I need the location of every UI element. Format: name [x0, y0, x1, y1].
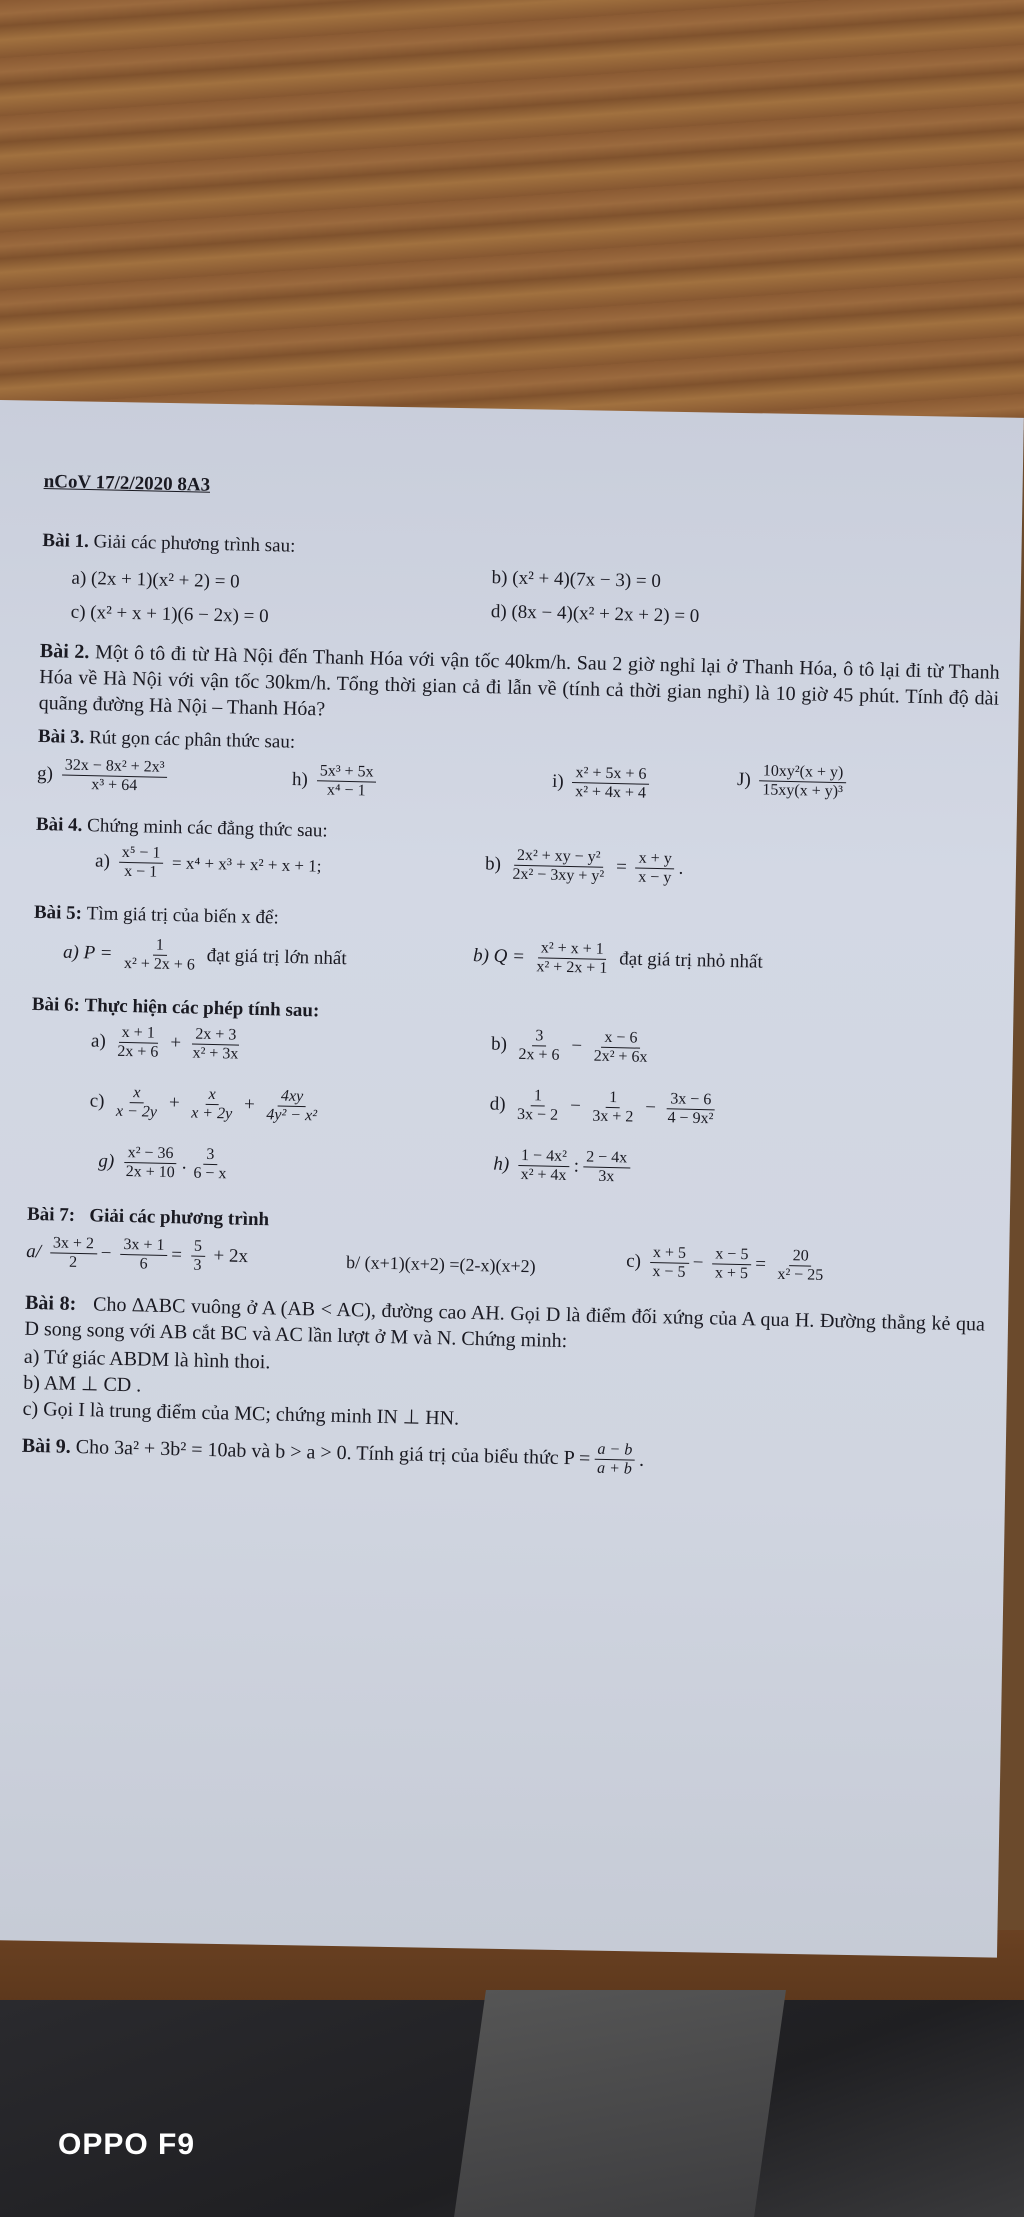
bai-6-a-label: a) [90, 1030, 107, 1052]
bai-5-a-tail: đạt giá trị lớn nhất [206, 944, 347, 969]
bai-6-a-f1d: 2x + 6 [117, 1042, 159, 1061]
bai-4-a-num: x⁵ − 1 [119, 844, 164, 864]
bai-7-c-f1d: x − 5 [652, 1263, 686, 1281]
bai-5-a-den: x² + 2x + 6 [123, 955, 196, 974]
bai-6-h-f1d: x² + 4x [520, 1166, 567, 1185]
bai-6-h-f1n: 1 − 4x² [518, 1147, 570, 1168]
bai-6-g [98, 1143, 234, 1184]
bai-9: Bài 9. Cho 3a² + 3b² = 10ab và b > a > 0. Tính giá trị của biểu thức P = $\frac{a - b}{a + b}$ . [21, 1434, 645, 1478]
bai-7-a: a/ $\frac{3x + 2}{2}$ − $\frac{3x + 1}{6}$ = $\frac{5}{3}$ + 2x [26, 1234, 249, 1274]
wooden-table-top [0, 0, 1024, 430]
bai-3-j-num: 10xy²(x + y) [760, 762, 847, 783]
bai-7-a-f1n: 3x + 2 [50, 1234, 97, 1254]
bai-5-a-num: 1 [153, 936, 167, 956]
bai-7-text: Giải các phương trình [89, 1205, 270, 1231]
bai-7-c-f1n: x + 5 [650, 1244, 689, 1264]
bai-6-d [489, 1086, 721, 1129]
bai-6-d-f1n: 1 [531, 1087, 545, 1107]
bai-5-b-den: x² + 2x + 1 [536, 958, 608, 978]
bai-2-text: Một ô tô đi từ Hà Nội đến Thanh Hóa với vận tốc 40km/h. Sau 2 giờ nghỉ lại ở Thanh Hóa, ô tô lại đi từ Thanh Hóa về Hà Nội với vận tốc 30km/h. Tổng thời gian cả đi lẫn về (tính cả thời gian nghỉ) là 10 giờ 45 phút. Tính độ dài quãng đường Hà Nội – Thanh Hóa? [38, 640, 1000, 721]
bai-6-b-f2n: x − 6 [601, 1029, 640, 1049]
camera-watermark: OPPO F9 [58, 2128, 196, 2161]
bai-6-d-f3n: 3x − 6 [667, 1090, 714, 1110]
bai-5-a [63, 934, 347, 978]
bai-6-g-f1n: x² − 36 [124, 1144, 176, 1165]
bai-3-g-num: 32x − 8x² + 2x³ [62, 756, 168, 778]
bai-5-b-tail: đạt giá trị nhỏ nhất [619, 948, 764, 973]
bai-6-c-f2n: x [205, 1086, 219, 1106]
bai-4-b-num2: x + y [636, 849, 675, 869]
bai-3-g-label: g) [36, 762, 54, 785]
bai-5-b-num: x² + x + 1 [538, 939, 607, 960]
bai-6-b-label: b) [490, 1033, 508, 1055]
bai-3-i-label: i) [551, 770, 564, 792]
bai-6-b-f2d: 2x² + 6x [593, 1047, 648, 1066]
bai-6-c-f1d: x − 2y [115, 1102, 158, 1121]
bai-6-b-f1d: 2x + 6 [518, 1046, 560, 1064]
bai-6-h-label: h) [493, 1153, 510, 1175]
bai-3-title: Bài 3. [37, 725, 85, 748]
bai-8-a: a) Tứ giác ABDM là hình thoi. [23, 1345, 271, 1374]
bai-7-c-f2d: x + 5 [714, 1264, 749, 1283]
bai-4-b-den2: x − y [638, 868, 672, 887]
bai-6-g-op: . [181, 1152, 187, 1174]
bai-1-title: Bài 1. [42, 529, 90, 552]
bai-6-title: Bài 6: [31, 993, 81, 1016]
bai-8-title: Bài 8: [24, 1291, 77, 1315]
bai-1-b: b) (x² + 4)(7x − 3) = 0 [491, 566, 662, 592]
bai-6-c-label: c) [89, 1090, 105, 1112]
bai-3-h-num: 5x³ + 5x [317, 762, 377, 783]
bai-7-a-f2n: 3x + 1 [120, 1236, 167, 1256]
bai-4-title: Bài 4. [35, 813, 83, 836]
bai-7-c: c) $\frac{x + 5}{x - 5}$ − $\frac{x - 5}{x + 5}$ = $\frac{20}{\text{x² − 25}}$ [626, 1243, 831, 1285]
bai-7-b: b/ (x+1)(x+2) =(2-x)(x+2) [345, 1251, 536, 1277]
bai-8-b: b) AM ⊥ CD . [23, 1371, 142, 1397]
bai-8-c: c) Gọi I là trung điểm của MC; chứng minh IN ⊥ HN. [22, 1397, 460, 1430]
bai-6-c-f1n: x [130, 1084, 144, 1104]
bai-6-a [91, 1023, 246, 1064]
bai-3-h-label: h) [291, 768, 309, 791]
bai-3-text: Rút gọn các phân thức sau: [88, 726, 296, 753]
bai-6-h [493, 1146, 635, 1187]
bai-3-j [737, 762, 851, 802]
bai-4-b-num: 2x² + xy − y² [514, 847, 604, 868]
bai-3-i-num: x² + 5x + 6 [572, 764, 649, 785]
bai-7-title: Bài 7: [26, 1203, 76, 1226]
bai-6-a-f2n: 2x + 3 [192, 1025, 239, 1045]
bai-6-c-op2: + [243, 1093, 256, 1115]
bai-6-b-op: − [571, 1035, 583, 1057]
bai-4-a-label: a) [94, 850, 111, 872]
bai-6-c [89, 1083, 324, 1126]
bai-5-title: Bài 5: [33, 901, 83, 924]
bai-6 [27, 992, 991, 1222]
bai-9-text: Cho 3a² + 3b² = 10ab và b > a > 0. Tính giá trị của biểu thức P = [75, 1436, 591, 1470]
bai-6-b [491, 1026, 655, 1067]
bai-2-title: Bài 2. [39, 639, 90, 663]
bai-7-a-f2d: 6 [139, 1255, 148, 1273]
bai-6-d-op2: − [645, 1096, 657, 1119]
bai-6-h-op: : [573, 1155, 580, 1177]
bai-6-h-f2n: 2 − 4x [583, 1148, 630, 1168]
bai-8 [22, 1290, 985, 1444]
bai-4-b-den: 2x² − 3xy + y² [512, 865, 605, 885]
bai-6-d-f3d: 4 − 9x² [667, 1109, 714, 1128]
bai-5-b-label: b) Q = [472, 944, 526, 968]
bai-6-text: Thực hiện các phép tính sau: [84, 994, 320, 1022]
bai-3-h-den: x⁴ − 1 [326, 781, 366, 800]
bai-6-h-f2d: 3x [598, 1167, 615, 1186]
bai-1-text: Giải các phương trình sau: [93, 531, 296, 557]
bai-3-j-den: 15xy(x + y)³ [762, 781, 844, 801]
bai-7-c-label: c) [625, 1250, 642, 1272]
bai-7-a-label: a/ [26, 1240, 42, 1263]
bai-7-c-f3n: 20 [790, 1247, 812, 1267]
bai-3-j-label: J) [736, 768, 752, 791]
bai-9-den: a + b [596, 1459, 633, 1478]
bai-7-a-f1d: 2 [68, 1253, 78, 1272]
bai-4-b-label: b) [484, 853, 502, 875]
bai-4-a-rhs: = x⁴ + x³ + x² + x + 1; [171, 853, 322, 876]
bai-7-a-f3n: 5 [191, 1237, 205, 1257]
bai-3-h [292, 761, 381, 801]
bai-4-a-den: x − 1 [124, 863, 158, 881]
bai-6-g-label: g) [98, 1150, 115, 1172]
worksheet-header: nCoV 17/2/2020 8A3 [43, 470, 211, 496]
bai-6-d-f2n: 1 [606, 1089, 620, 1109]
bai-6-a-f2d: x² + 3x [192, 1044, 239, 1063]
fabric [454, 1990, 786, 2217]
bai-7-a-tail: + 2x [213, 1245, 249, 1267]
bai-6-d-f1d: 3x − 2 [516, 1106, 559, 1124]
bai-4-a [95, 843, 322, 886]
bai-7-a-f3d: 3 [193, 1256, 202, 1274]
bai-6-d-f2d: 3x + 2 [592, 1107, 634, 1126]
bai-6-a-f1n: x + 1 [119, 1024, 158, 1044]
bai-9-title: Bài 9. [21, 1434, 71, 1458]
bai-3-i [552, 763, 654, 803]
bai-6-d-op1: − [569, 1095, 582, 1117]
bai-6-c-f2d: x + 2y [190, 1104, 233, 1123]
bai-4-text: Chứng minh các đẳng thức sau: [86, 814, 328, 842]
bai-6-g-f2d: 6 − x [193, 1164, 227, 1183]
bai-3-g-den: x³ + 64 [91, 776, 138, 795]
bai-9-num: a − b [594, 1440, 635, 1460]
bai-6-d-label: d) [489, 1093, 506, 1115]
bai-6-c-op1: + [168, 1092, 180, 1114]
bai-1 [40, 528, 1002, 658]
bai-3-g [37, 756, 172, 797]
bai-5-a-label: a) P = [62, 941, 113, 964]
bai-6-c-f3d: 4y² − x² [266, 1106, 318, 1125]
bai-5-b [473, 938, 764, 982]
bai-6-b-f1n: 3 [532, 1027, 546, 1047]
bai-4-b: b) $\frac{\text{2x² + xy − y²}}{\text{2x² − 3xy + y²}}$ = $\frac{x + y}{x - y}$ . [484, 846, 684, 887]
bai-7-c-f3d: x² − 25 [777, 1265, 824, 1285]
bai-7-c-f2n: x − 5 [712, 1245, 751, 1265]
bai-6-a-op: + [170, 1032, 182, 1054]
bai-1-c: c) (x² + x + 1)(6 − 2x) = 0 [70, 601, 269, 627]
bai-1-a: a) (2x + 1)(x² + 2) = 0 [71, 567, 240, 593]
bai-5-text: Tìm giá trị của biến x để: [86, 902, 279, 929]
bai-6-c-f3n: 4xy [278, 1087, 307, 1107]
bai-6-g-f1d: 2x + 10 [125, 1163, 175, 1182]
worksheet-content [21, 470, 1003, 1489]
bai-3-i-den: x² + 4x + 4 [575, 783, 647, 802]
bai-6-g-f2n: 3 [203, 1146, 217, 1166]
bai-8-text: Cho ∆ABC vuông ở A (AB < AC), đường cao AH. Gọi D là điểm đối xứng của A qua H. Đường thẳng kẻ qua D song song với AB cắt BC và AC lần lượt ở M và N. Chứng minh: [24, 1293, 986, 1352]
bai-1-d: d) (8x − 4)(x² + 2x + 2) = 0 [490, 600, 700, 627]
